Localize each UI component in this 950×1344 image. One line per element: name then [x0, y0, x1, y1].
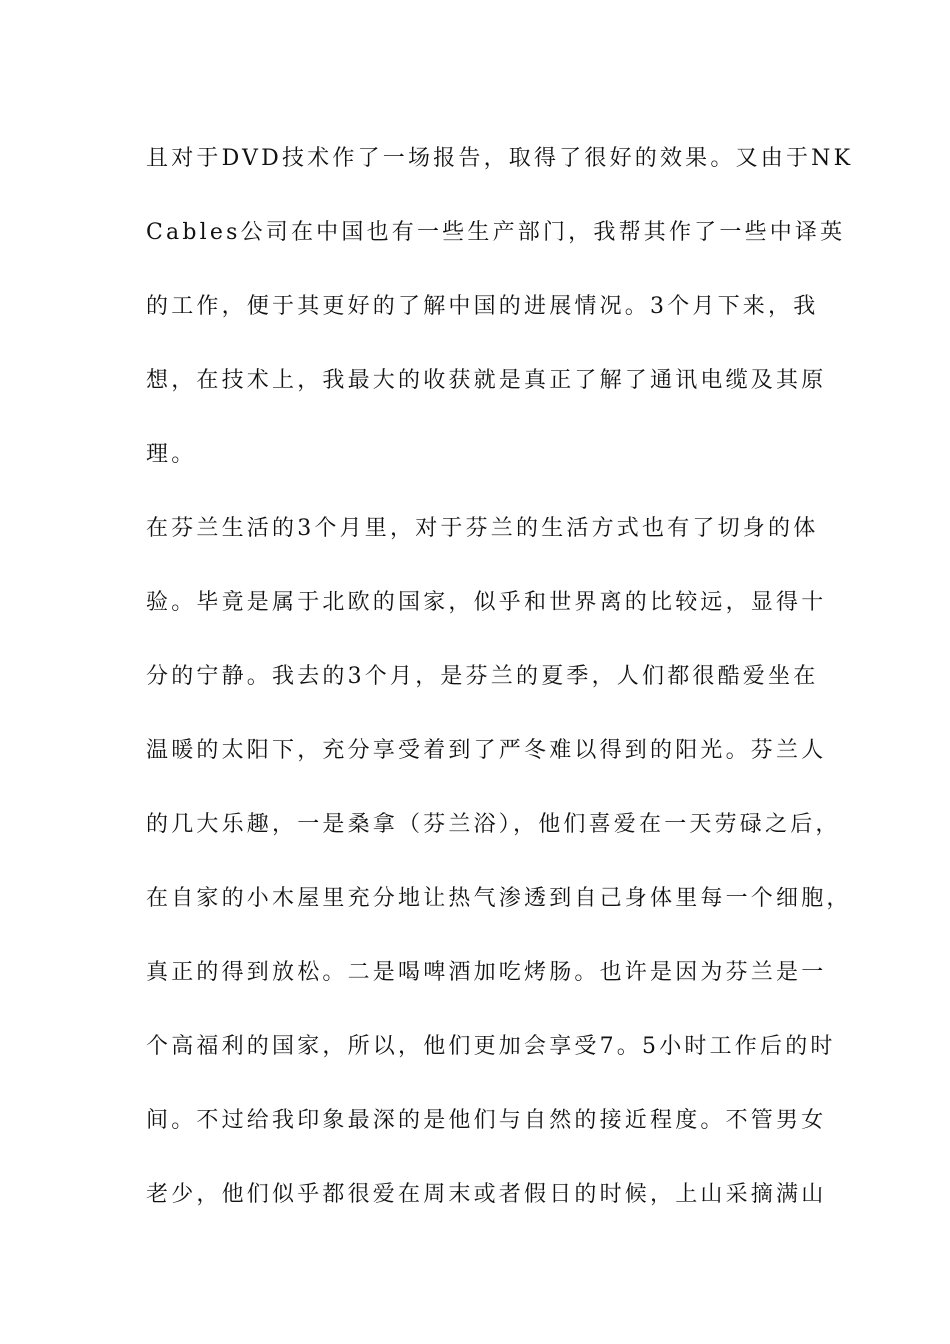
text-line: 想，在技术上，我最大的收获就是真正了解了通讯电缆及其原: [146, 368, 827, 393]
text-line: 的工作，便于其更好的了解中国的进展情况。3个月下来，我: [146, 294, 819, 319]
text-line: 理。: [146, 442, 197, 467]
text-line: 分的宁静。我去的3个月，是芬兰的夏季，人们都很酷爱坐在: [146, 664, 819, 689]
text-line: 温暖的太阳下，充分享受着到了严冬难以得到的阳光。芬兰人: [146, 738, 827, 763]
body-text: [146, 122, 854, 1232]
text-line: 个高福利的国家，所以，他们更加会享受7。5小时工作后的时: [146, 1034, 836, 1059]
text-line: 真正的得到放松。二是喝啤酒加吃烤肠。也许是因为芬兰是一: [146, 960, 827, 985]
text-line: 在芬兰生活的3个月里，对于芬兰的生活方式也有了切身的体: [146, 516, 819, 541]
text-line: Cables公司在中国也有一些生产部门，我帮其作了一些中译英: [146, 220, 846, 245]
text-line: 的几大乐趣，一是桑拿（芬兰浴），他们喜爱在一天劳碌之后，: [146, 812, 841, 837]
text-line: 老少，他们似乎都很爱在周末或者假日的时候，上山采摘满山: [146, 1182, 827, 1207]
text-line: 验。毕竟是属于北欧的国家，似乎和世界离的比较远，显得十: [146, 590, 827, 615]
text-line: 在自家的小木屋里充分地让热气渗透到自己身体里每一个细胞，: [146, 886, 852, 911]
text-line: 且对于DVD技术作了一场报告，取得了很好的效果。又由于NK: [146, 146, 854, 171]
text-line: 间。不过给我印象最深的是他们与自然的接近程度。不管男女: [146, 1108, 827, 1133]
